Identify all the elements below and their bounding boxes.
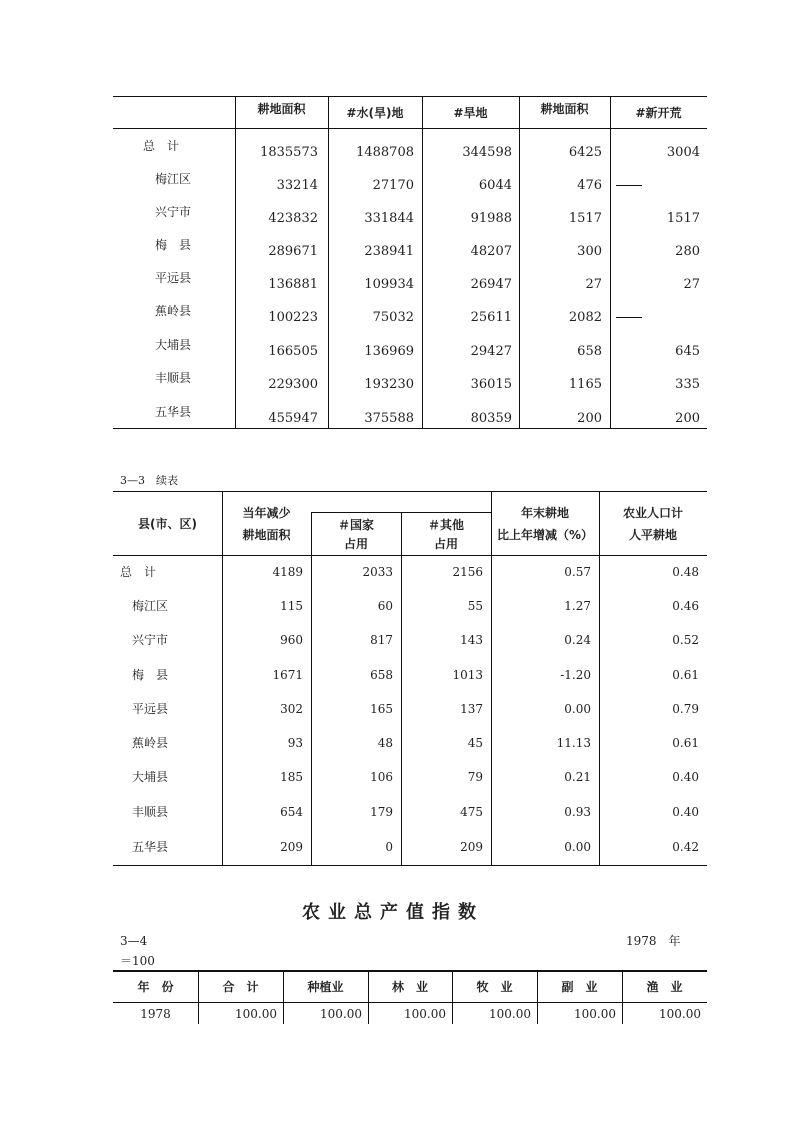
cell: 200 — [577, 411, 602, 426]
table-2-header-change-2: 比上年增减（%） — [496, 528, 594, 542]
cell: 29427 — [470, 344, 512, 359]
cell: 48 — [377, 736, 393, 750]
table-2-header-other-2: 占用 — [433, 537, 458, 551]
cell: 0.61 — [672, 668, 699, 682]
cell: 143 — [460, 633, 483, 647]
cell: -1.20 — [560, 668, 591, 682]
row-name: 梅江区 — [132, 599, 169, 613]
cell: 0.40 — [672, 805, 699, 819]
cell: 331844 — [364, 211, 414, 226]
cell: 3004 — [666, 145, 700, 160]
table-3-header-year: 年 份 — [137, 980, 174, 994]
table-2-header-state-2: 占用 — [343, 537, 368, 551]
cell: 100.00 — [235, 1007, 277, 1021]
cell: 106 — [370, 770, 393, 784]
cell: 654 — [280, 805, 303, 819]
row-name: 五华县 — [132, 840, 169, 854]
cell: 280 — [675, 244, 700, 259]
empty-dash — [616, 185, 642, 186]
base-value: ＝100 — [120, 954, 155, 968]
row-name: 平远县 — [155, 271, 192, 285]
row-name: 梅江区 — [155, 172, 192, 186]
cell: 1.27 — [564, 599, 591, 613]
table-3-header-fishery: 渔 业 — [646, 980, 683, 994]
cell: 193230 — [364, 377, 414, 392]
table-1-header-cultivated-area: 耕地面积 — [257, 102, 306, 116]
cell: 645 — [675, 344, 700, 359]
cell: 335 — [675, 377, 700, 392]
cell: 476 — [577, 178, 602, 193]
cell: 0.52 — [672, 633, 699, 647]
cell: 1488708 — [356, 145, 414, 160]
cell: 179 — [370, 805, 393, 819]
cell: 0.46 — [672, 599, 699, 613]
cell: 1671 — [272, 668, 303, 682]
table-2-header-percap-2: 人平耕地 — [628, 528, 677, 542]
cell: 100.00 — [320, 1007, 362, 1021]
cell: 1165 — [568, 377, 602, 392]
cell: 0.40 — [672, 770, 699, 784]
cell: 100.00 — [574, 1007, 616, 1021]
cell: 817 — [370, 633, 393, 647]
cell: 289671 — [268, 244, 318, 259]
table-2-header-percap-1: 农业人口计 — [622, 506, 683, 520]
row-name: 蕉岭县 — [155, 304, 192, 318]
table-3-top-rule — [113, 970, 707, 972]
table-1-bottom-rule — [113, 428, 707, 429]
cell: 27 — [585, 277, 602, 292]
cell: 6044 — [478, 178, 512, 193]
cell: 1835573 — [260, 145, 318, 160]
cell: 344598 — [462, 145, 512, 160]
cell: 27170 — [372, 178, 414, 193]
cell: 25611 — [470, 310, 512, 325]
row-name: 蕉岭县 — [132, 736, 169, 750]
cell: 229300 — [268, 377, 318, 392]
table-1-header-new-reclaimed: #新开荒 — [635, 106, 682, 120]
cell: 27 — [683, 277, 700, 292]
row-name: 大埔县 — [155, 338, 192, 352]
cell: 209 — [280, 840, 303, 854]
row-name: 总 计 — [120, 565, 157, 579]
cell: 0.42 — [672, 840, 699, 854]
empty-dash — [616, 317, 642, 318]
cell: 2033 — [362, 565, 393, 579]
table-1-top-rule — [113, 96, 707, 97]
table-2-caption: 3—3 续表 — [120, 474, 178, 487]
cell: 100223 — [268, 310, 318, 325]
row-name: 丰顺县 — [155, 371, 192, 385]
cell: 165 — [370, 702, 393, 716]
table-2-header-rule — [113, 555, 707, 556]
table-1-header-rule — [113, 128, 707, 129]
cell: 0.21 — [564, 770, 591, 784]
cell: 0.57 — [564, 565, 591, 579]
table-1-header-cultivated-area-2: 耕地面积 — [540, 102, 589, 116]
cell: 6425 — [568, 145, 602, 160]
cell: 45 — [467, 736, 483, 750]
section-title: 农业总产值指数 — [302, 902, 484, 923]
table-1-header-dry-land: #旱地 — [453, 106, 488, 120]
cell: 75032 — [372, 310, 414, 325]
table-2-header-state-1: ＃国家 — [337, 518, 374, 532]
cell: 302 — [280, 702, 303, 716]
cell: 0.79 — [672, 702, 699, 716]
cell: 423832 — [268, 211, 318, 226]
cell: 136969 — [364, 344, 414, 359]
cell: 26947 — [470, 277, 512, 292]
cell: 960 — [280, 633, 303, 647]
cell: 100.00 — [404, 1007, 446, 1021]
cell: 136881 — [268, 277, 318, 292]
row-name: 兴宁市 — [155, 205, 192, 219]
cell: 0.00 — [564, 702, 591, 716]
cell: 455947 — [268, 411, 318, 426]
cell: 1517 — [666, 211, 700, 226]
table-3-header-total: 合 计 — [222, 980, 259, 994]
table-3-header-animal: 牧 业 — [476, 980, 513, 994]
cell: 33214 — [276, 178, 318, 193]
cell: 100.00 — [659, 1007, 701, 1021]
row-name: 梅 县 — [155, 238, 192, 252]
cell: 0.00 — [564, 840, 591, 854]
cell: 209 — [460, 840, 483, 854]
cell: 2082 — [568, 310, 602, 325]
cell: 36015 — [470, 377, 512, 392]
table-2-header-decrease-1: 当年减少 — [242, 506, 291, 520]
cell: 0.24 — [564, 633, 591, 647]
cell: 185 — [280, 770, 303, 784]
base-year: 1978 年 — [626, 934, 681, 948]
cell: 658 — [577, 344, 602, 359]
table-3-header-forestry: 林 业 — [391, 980, 428, 994]
table-3-header-rule — [113, 1002, 707, 1003]
cell: 0.93 — [564, 805, 591, 819]
cell: 375588 — [364, 411, 414, 426]
cell: 115 — [280, 599, 303, 613]
table-2-header-county: 县(市、区) — [138, 517, 197, 531]
cell: 300 — [577, 244, 602, 259]
cell: 11.13 — [556, 736, 591, 750]
cell: 200 — [675, 411, 700, 426]
table-2-top-rule — [113, 491, 707, 492]
table-2-header-decrease-2: 耕地面积 — [242, 528, 291, 542]
table-2-header-change-1: 年末耕地 — [520, 506, 569, 520]
cell: 91988 — [470, 211, 512, 226]
cell-year: 1978 — [140, 1007, 171, 1021]
cell: 658 — [370, 668, 393, 682]
cell: 0 — [385, 840, 393, 854]
cell: 1517 — [568, 211, 602, 226]
cell: 475 — [460, 805, 483, 819]
cell: 79 — [467, 770, 483, 784]
table-3-header-sideline: 副 业 — [561, 980, 598, 994]
cell: 60 — [377, 599, 393, 613]
cell: 1013 — [452, 668, 483, 682]
row-name: 兴宁市 — [132, 633, 169, 647]
row-name: 丰顺县 — [132, 805, 169, 819]
cell: 93 — [287, 736, 303, 750]
cell: 80359 — [470, 411, 512, 426]
row-name: 总 计 — [143, 139, 180, 153]
cell: 166505 — [268, 344, 318, 359]
cell: 137 — [460, 702, 483, 716]
table-2-bottom-rule — [113, 865, 707, 866]
row-name: 平远县 — [132, 702, 169, 716]
row-name: 梅 县 — [132, 668, 169, 682]
cell: 4189 — [272, 565, 303, 579]
row-name: 五华县 — [155, 405, 192, 419]
row-name: 大埔县 — [132, 770, 169, 784]
table-1-header-irrigated-land: #水(旱)地 — [346, 106, 404, 120]
cell: 0.61 — [672, 736, 699, 750]
table-3-label: 3—4 — [120, 934, 148, 948]
cell: 100.00 — [489, 1007, 531, 1021]
cell: 2156 — [452, 565, 483, 579]
cell: 0.48 — [672, 565, 699, 579]
table-3-header-crops: 种植业 — [307, 980, 344, 994]
table-2-header-other-1: ＃其他 — [427, 518, 464, 532]
cell: 109934 — [364, 277, 414, 292]
cell: 55 — [467, 599, 483, 613]
cell: 48207 — [470, 244, 512, 259]
cell: 238941 — [364, 244, 414, 259]
